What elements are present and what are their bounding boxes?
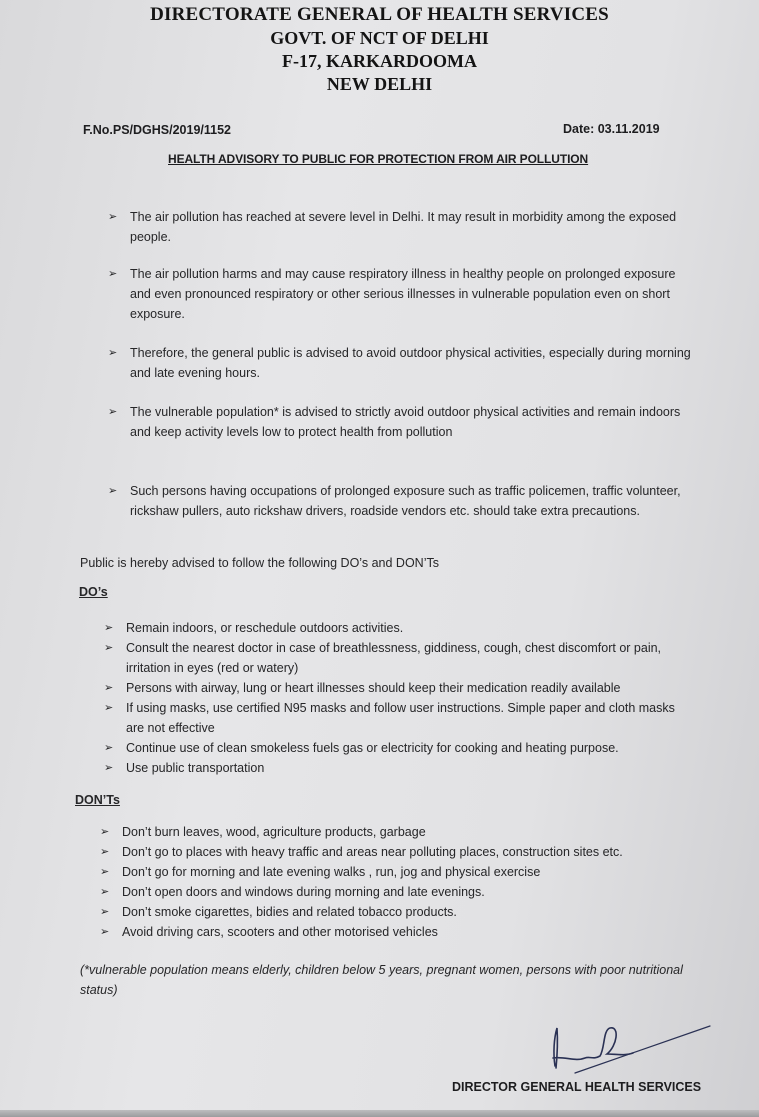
list-item: ➢ Use public transportation	[126, 758, 696, 778]
document-date: Date: 03.11.2019	[563, 122, 660, 136]
arrow-bullet-icon: ➢	[100, 926, 110, 938]
donts-list	[100, 822, 697, 942]
dos-donts-intro: Public is hereby advised to follow the following DO’s and DON’Ts	[80, 556, 439, 570]
signer-title: DIRECTOR GENERAL HEALTH SERVICES	[452, 1080, 702, 1094]
paragraph-2	[108, 264, 695, 324]
dos-list	[104, 618, 696, 778]
arrow-bullet-icon: ➢	[108, 406, 118, 418]
arrow-bullet-icon: ➢	[104, 762, 114, 774]
paragraph-text: Therefore, the general public is advised to avoid outdoor physical activities, especially during morning and late evening hours.	[130, 346, 691, 380]
list-item: ➢ Don’t burn leaves, wood, agriculture products, garbage	[122, 822, 697, 842]
list-item: ➢ Remain indoors, or reschedule outdoors activities.	[126, 618, 696, 638]
list-item: ➢ Don’t go to places with heavy traffic and areas near polluting places, construction sites etc.	[122, 842, 697, 862]
list-item: ➢ Don’t smoke cigarettes, bidies and related tobacco products.	[122, 902, 697, 922]
paragraph-text: The vulnerable population* is advised to strictly avoid outdoor physical activities and remain indoors and keep activity levels low to protect health from pollution	[130, 405, 681, 439]
arrow-bullet-icon: ➢	[108, 485, 118, 497]
header-line-3: F-17, KARKARDOOMA	[282, 51, 477, 71]
list-item: ➢ Avoid driving cars, scooters and other motorised vehicles	[122, 922, 697, 942]
arrow-bullet-icon: ➢	[100, 866, 110, 878]
paragraph-text: The air pollution has reached at severe level in Delhi. It may result in morbidity among the exposed people.	[130, 210, 677, 244]
arrow-bullet-icon: ➢	[108, 347, 118, 359]
page-bottom-edge	[0, 1110, 759, 1117]
paragraph-1	[108, 207, 695, 247]
list-item: ➢ If using masks, use certified N95 masks and follow user instructions. Simple paper and cloth masks are not effective	[126, 698, 696, 738]
arrow-bullet-icon: ➢	[100, 886, 110, 898]
arrow-bullet-icon: ➢	[104, 702, 114, 714]
arrow-bullet-icon: ➢	[108, 211, 118, 223]
arrow-bullet-icon: ➢	[100, 906, 110, 918]
arrow-bullet-icon: ➢	[104, 622, 114, 634]
list-item: ➢ Continue use of clean smokeless fuels gas or electricity for cooking and heating purpose.	[126, 738, 696, 758]
arrow-bullet-icon: ➢	[104, 682, 114, 694]
paragraph-5	[108, 481, 695, 521]
paragraph-text: Such persons having occupations of prolonged exposure such as traffic policemen, traffic volunteer, rickshaw pullers, auto rickshaw drivers, roadside vendors etc. should take extra precautions.	[130, 484, 681, 518]
signature-icon	[545, 1018, 715, 1078]
arrow-bullet-icon: ➢	[100, 846, 110, 858]
paragraph-4	[108, 402, 695, 442]
paragraph-text: The air pollution harms and may cause respiratory illness in healthy people on prolonged exposure and even pronounced respiratory or other serious illnesses in vulnerable population even on short exposure.	[130, 267, 676, 321]
list-item: ➢ Consult the nearest doctor in case of breathlessness, giddiness, cough, chest discomfort or pain, irritation in eyes (red or watery)	[126, 638, 696, 678]
arrow-bullet-icon: ➢	[104, 642, 114, 654]
footnote: (*vulnerable population means elderly, children below 5 years, pregnant women, persons with poor nutritional status)	[80, 963, 683, 997]
list-item: ➢ Persons with airway, lung or heart illnesses should keep their medication readily available	[126, 678, 696, 698]
document-title: HEALTH ADVISORY TO PUBLIC FOR PROTECTION FROM AIR POLLUTION	[168, 152, 589, 166]
paragraph-3	[108, 343, 695, 383]
dos-heading: DO’s	[79, 585, 108, 599]
header-line-1: DIRECTORATE GENERAL OF HEALTH SERVICES	[150, 4, 609, 25]
list-item: ➢ Don’t open doors and windows during morning and late evenings.	[122, 882, 697, 902]
header-line-2: GOVT. OF NCT OF DELHI	[270, 28, 489, 48]
list-item: ➢ Don’t go for morning and late evening walks , run, jog and physical exercise	[122, 862, 697, 882]
arrow-bullet-icon: ➢	[108, 268, 118, 280]
donts-heading: DON’Ts	[75, 793, 120, 807]
arrow-bullet-icon: ➢	[100, 826, 110, 838]
arrow-bullet-icon: ➢	[104, 742, 114, 754]
header-line-4: NEW DELHI	[326, 74, 433, 94]
file-number: F.No.PS/DGHS/2019/1152	[83, 123, 231, 137]
